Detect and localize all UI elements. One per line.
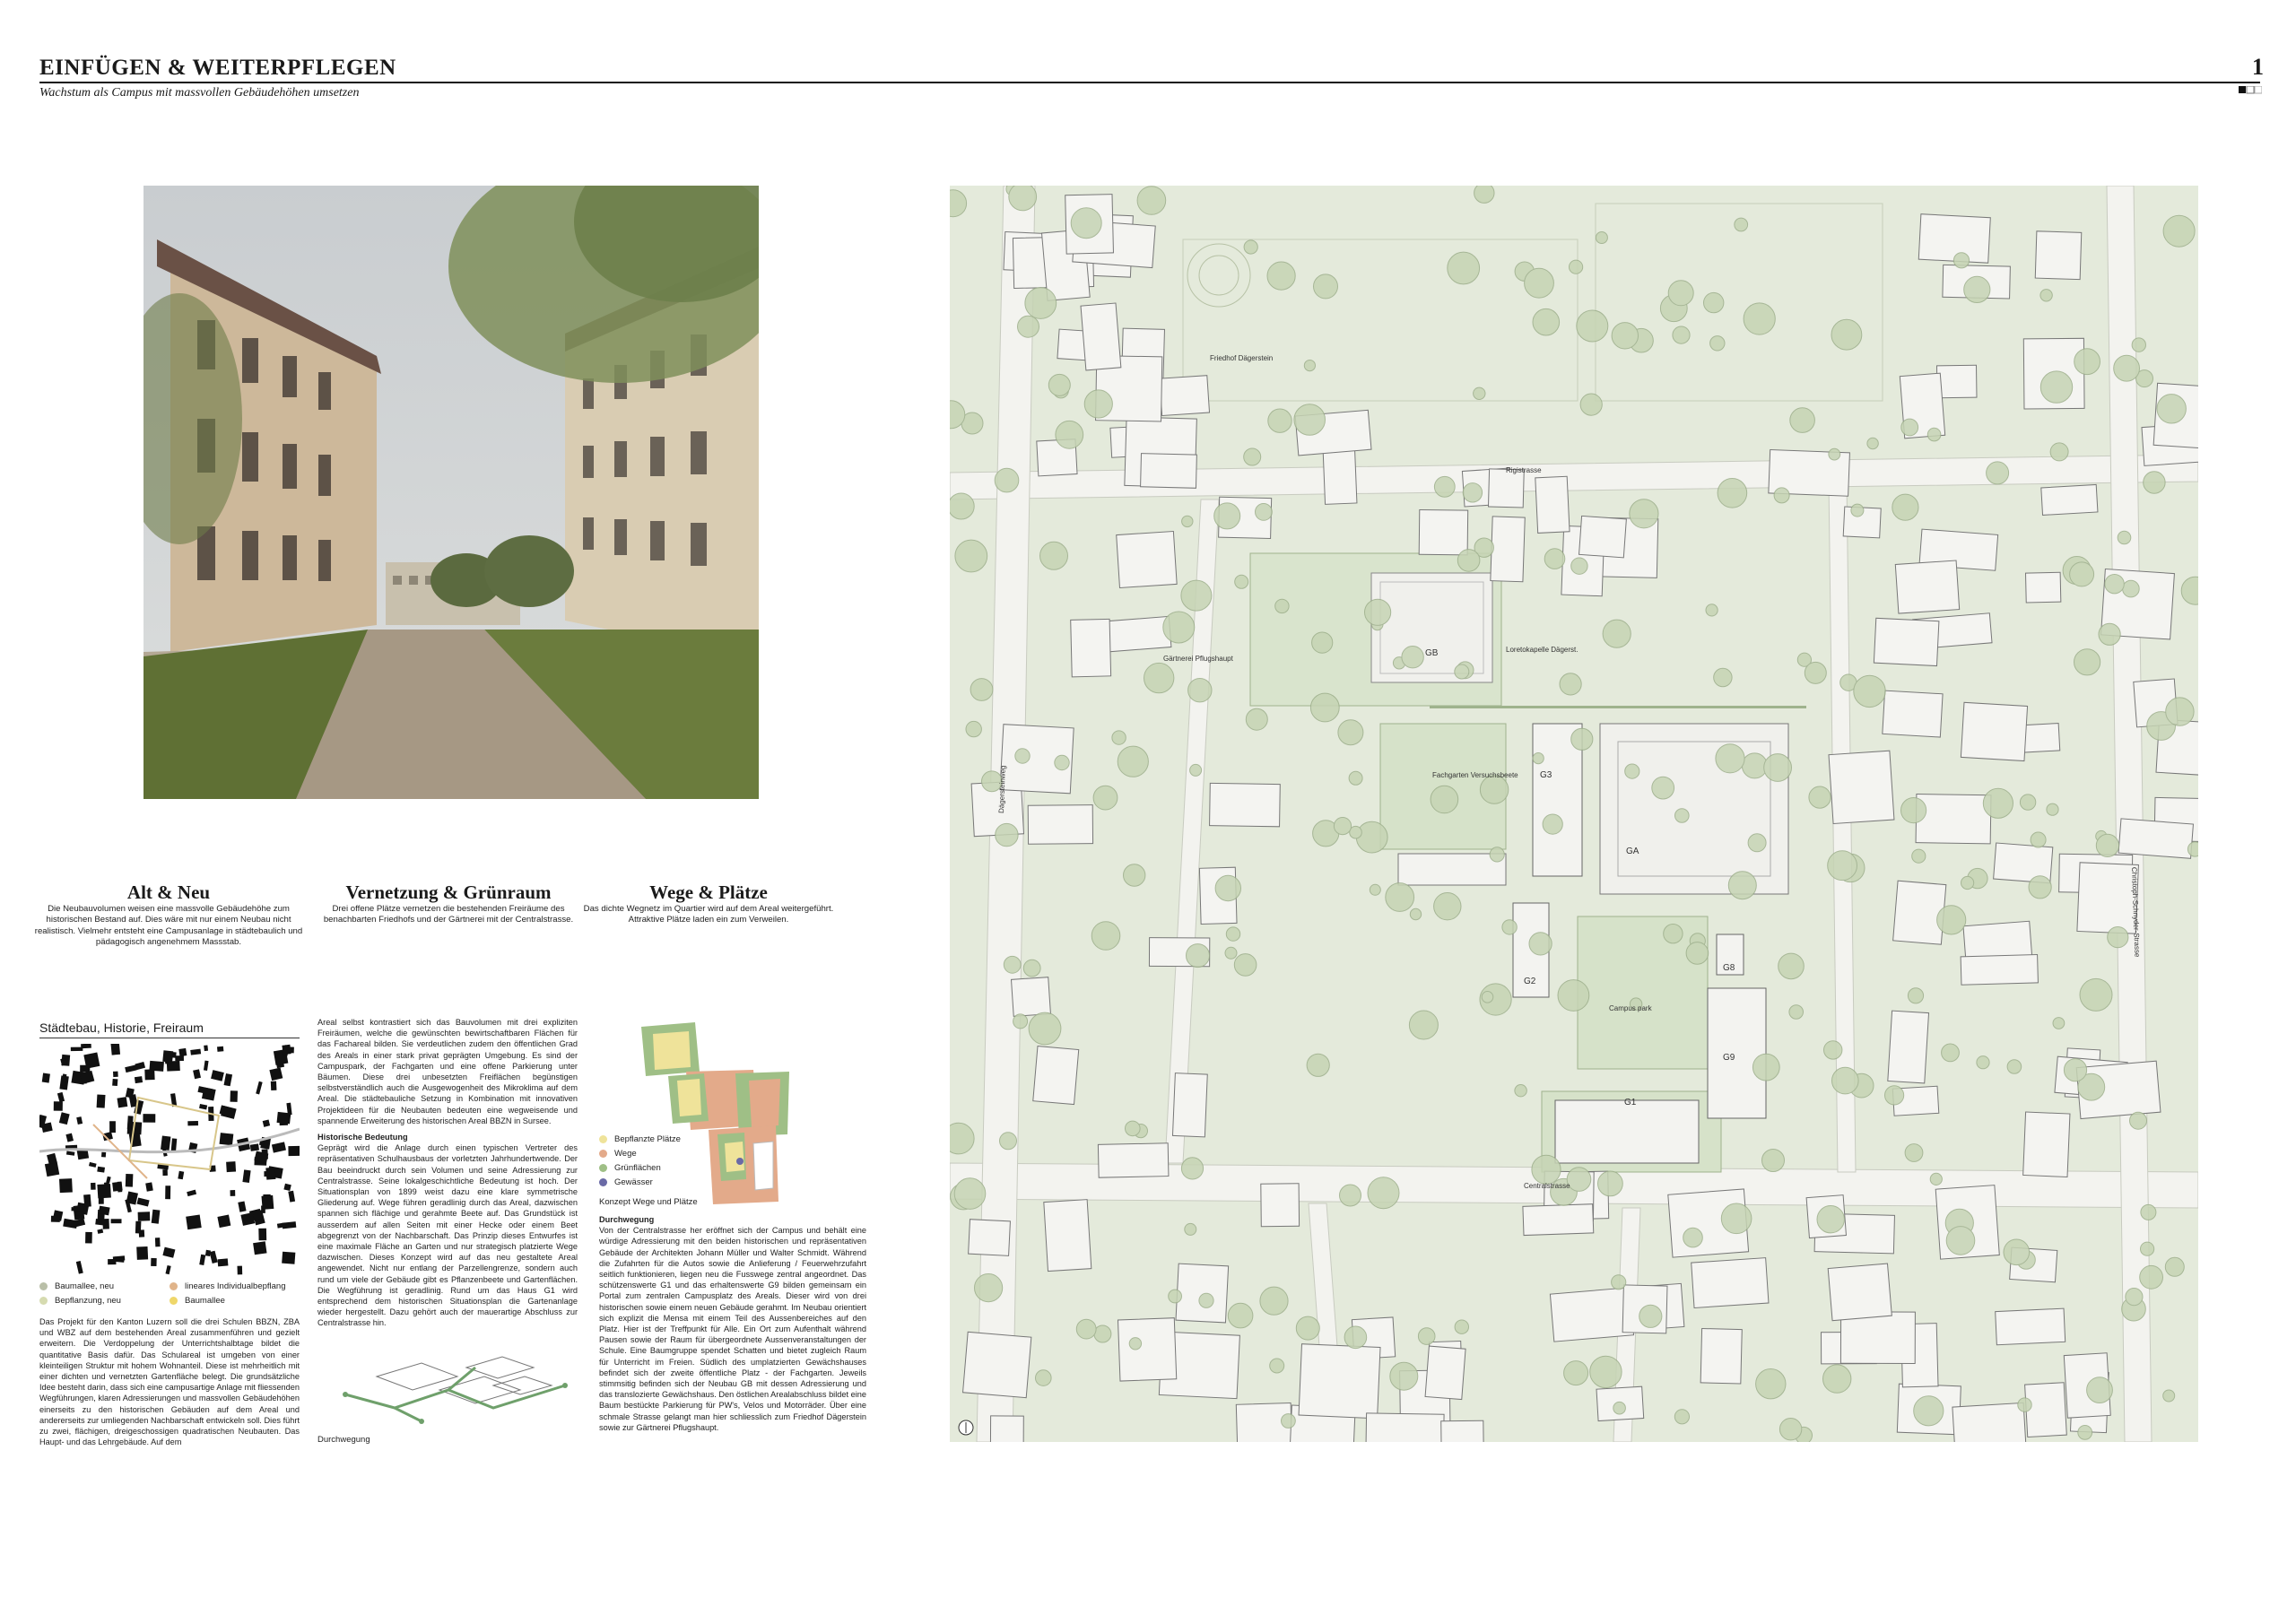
header-rule (39, 82, 2260, 83)
legend-item: Bepflanzung, neu (39, 1293, 170, 1307)
text-alt-neu: Die Neubauvolumen weisen eine massvolle Gebäudehöhe zum historischen Bestand auf. Dies wäre mit nur einem Neubau nicht realistisch. Vielmehr entsteht eine Campusanlage in städtebaulich und pädagogisch angenehmem Massstab. (34, 904, 303, 948)
body-column-3 (599, 1214, 866, 1433)
legend-item: Baumallee (170, 1293, 300, 1307)
legend-item: Grünflächen (599, 1160, 778, 1175)
body-text-2a: Areal selbst kontrastiert sich das Bauvolumen mit drei expliziten Freiräumen, welche die gewünschten bewirtschaftbaren Flächen für das Fachareal bilden. Sie verdeutlichen zudem den öffentlichen Grad des Areals in einer stark privat geprägten Umgebung. Es sind der Campuspark, der Fachgarten und eine offene Parkierung unter Bäumen. Diese drei unbesetzten Freiflächen begünstigen selbstverständlich auch die Ausgewogenheit des Mikroklima auf dem Areal. Die städtebauliche Setzung in Kombination mit innovativen Projektideen für die Neubauten bedeuten eine wegweisende und spannende Erweiterung des historischen Areal BBZN in Sursee. (317, 1018, 578, 1125)
durchwegung-diagram (341, 1341, 583, 1426)
label-ga: GA (1626, 847, 1639, 856)
page-number: 1 (2252, 54, 2264, 80)
label-g3: G3 (1540, 770, 1552, 780)
heading-wege-plaetze: Wege & Plätze (649, 881, 768, 903)
label-g1: G1 (1624, 1098, 1637, 1107)
label-friedhof: Friedhof Dägerstein (1210, 354, 1274, 362)
legend-swatch (39, 1282, 48, 1290)
body-column-2 (317, 1017, 578, 1329)
heading-historische-bedeutung: Historische Bedeutung (317, 1133, 408, 1142)
legend-swatch (599, 1164, 607, 1172)
legend-swatch (39, 1297, 48, 1305)
legend-item: lineares Individualbepflang (170, 1279, 300, 1293)
plan-index-icon (2239, 86, 2262, 95)
legend-swatch (599, 1150, 607, 1158)
label-g2: G2 (1524, 977, 1536, 986)
legend-item: Baumallee, neu (39, 1279, 170, 1293)
page-title: EINFÜGEN & WEITERPFLEGEN (39, 56, 396, 80)
caption-concept: Konzept Wege und Plätze (599, 1197, 698, 1207)
site-plan (950, 186, 2198, 1442)
legend-item: Bepflanzte Plätze (599, 1132, 778, 1146)
body-text-3: Von der Centralstrasse her eröffnet sich der Campus und behält eine würdige Adressierung mit den beiden historischen und repräsentativen Gebäude der Architekten Johann Müller und Walter Schmidt. Während die Zufahrten für die Autos sowie die Anlieferung / Feuerwehrzufahrt seitlich funktionieren, liegen neu die Fusswege zentral angeordnet. Das schützenswerte G1 und das erhaltenswerte G9 bilden gemeinsam ein Portal zum zentralen Campusplatz des Areals. Dieser wird von drei historischen sowie einem neuen Gebäude gerahmt. Im Neubau orientiert sich explizit die Mensa mit einem Teil des Aussenbereiches auf den Platz. Hier ist der Treffpunkt für Alle. Ein Ort zum Aufenthalt während Pausen sowie der Raum für übergeordnete Aussenveranstaltungen der Schule. Eine Baumgruppe spendet Schatten und bietet zugleich Raum für Unterricht im Freien. Südlich des umplatzierten Gewächshauses befindet sich der zweite öffentliche Platz - der Fachgarten. Jeweils stimmsitig befinden sich der Neubau GB mit dessen Adressierung und das translozierte Gewächshaus. Den östlichen Arealabschluss bildet eine Baum bestückte Parkierung für PW's, Velos und Motorräder. Über eine schmale Strasse gelangt man hier schliesslich zum Friedhof Dägerstein sowie zur Gärtnerei Pflugshaupt. (599, 1226, 866, 1432)
label-gaertnerei: Gärtnerei Pflugshaupt (1163, 655, 1233, 663)
section-title: Städtebau, Historie, Freiraum (39, 1020, 204, 1035)
label-g8: G8 (1723, 963, 1735, 973)
architectural-rendering (144, 186, 759, 799)
page-subtitle: Wachstum als Campus mit massvollen Gebäudehöhen umsetzen (39, 86, 360, 100)
legend-item: Wege (599, 1146, 778, 1160)
label-kapelle: Loretokapelle Dägerst. (1506, 646, 1578, 654)
heading-vernetzung: Vernetzung & Grünraum (345, 881, 552, 903)
label-strasse-e: Christoph-Schnyder-Strasse (2130, 866, 2142, 958)
legend-swatch (599, 1178, 607, 1186)
label-strasse-s: Centralstrasse (1524, 1182, 1570, 1190)
text-wege-plaetze: Das dichte Wegnetz im Quartier wird auf dem Areal weitergeführt. Attraktive Plätze laden ein zum Verweilen. (583, 904, 834, 925)
label-fachgarten: Fachgarten Versuchsbeete (1432, 771, 1518, 779)
label-g9: G9 (1723, 1053, 1735, 1063)
text-vernetzung: Drei offene Plätze vernetzen die bestehenden Freiräume des benachbarten Friedhofs und der Gärtnerei mit der Centralstrasse. (323, 904, 574, 925)
heading-alt-neu: Alt & Neu (126, 881, 211, 903)
legend-swatch (170, 1297, 178, 1305)
label-strasse-w: Dägersteinweg (997, 765, 1007, 814)
caption-durchwegung: Durchwegung (317, 1435, 370, 1445)
map-legend (39, 1279, 300, 1307)
label-gb: GB (1425, 648, 1439, 658)
figure-ground-map (39, 1044, 300, 1275)
body-text-1: Das Projekt für den Kanton Luzern soll die drei Schulen BBZN, ZBA und WBZ auf dem bestehenden Areal zusammenführen und gezielt erweitern. Die Verdoppelung der Unterrichtshalbtage bildet die quantitative Basis dafür. Das Schulareal ist umgeben von einer kleinteiligen Struktur mit hohem Wohnanteil. Diese ist mehrheitlich mit einer dichten und vernetzten Gartenfläche belegt. Die grundsätzliche Idee besteht darin, dass sich eine campusartige Anlage mit fliessenden Wegführungen, klaren Adressierungen und massvollen Gebäudehöhen einerseits zu den historischen Gebäuden auf dem Areal und andererseits zur umliegenden Nachbarschaft entwickeln soll. Dies führt zu zwei, flächigen, dreigeschossigen quadratischen Neubauten. Das Haupt- und das Lehrgebäude. Auf dem (39, 1317, 300, 1447)
body-text-2b: Geprägt wird die Anlage durch einen typischen Vertreter des repräsentativen Schulhausbaus der vorletzten Jahrhundertwende. Der Bau beeindruckt durch sein Volumen und seine Adressierung zur Centralstrasse. Seine lokalgeschichtliche Bedeutung ist hoch. Der Situationsplan von 1899 weist dazu eine klare symmetrische Gliederung auf. Wege führen geradlinig durch das Areal, dazwischen spannen sich flächige und gerahmte Beete auf. Das Grundstück ist ausserdem auf allen Seiten mit einer Hecke oder einem Beet abgegrenzt von der Nachbarschaft. Das Prinzip dieses Entwurfes ist eine maximale Fläche an Garten und nur strategisch platzierte Wege dazwischen. Dieses Konzept wird auf das neu gestaltete Areal angewendet. Nicht nur entlang der Parzellengrenze, sondern auch rund um viele der Gebäude gibt es Pflanzenbeete und Gartenflächen. Die Wegführung ist geradlinig. Rund um das Haus G1 wird entsprechend dem historischen Situationsplan die Gartenanlage wieder hergestellt. Dazu gehört auch der mauerartige Abschluss zur Centralstrasse hin. (317, 1143, 578, 1328)
legend-item: Gewässer (599, 1175, 778, 1189)
label-strasse-n: Rigistrasse (1506, 466, 1542, 474)
label-park: Campus park (1609, 1004, 1652, 1012)
concept-legend (599, 1132, 778, 1189)
heading-durchwegung: Durchwegung (599, 1215, 655, 1224)
legend-swatch (599, 1135, 607, 1143)
legend-swatch (170, 1282, 178, 1290)
